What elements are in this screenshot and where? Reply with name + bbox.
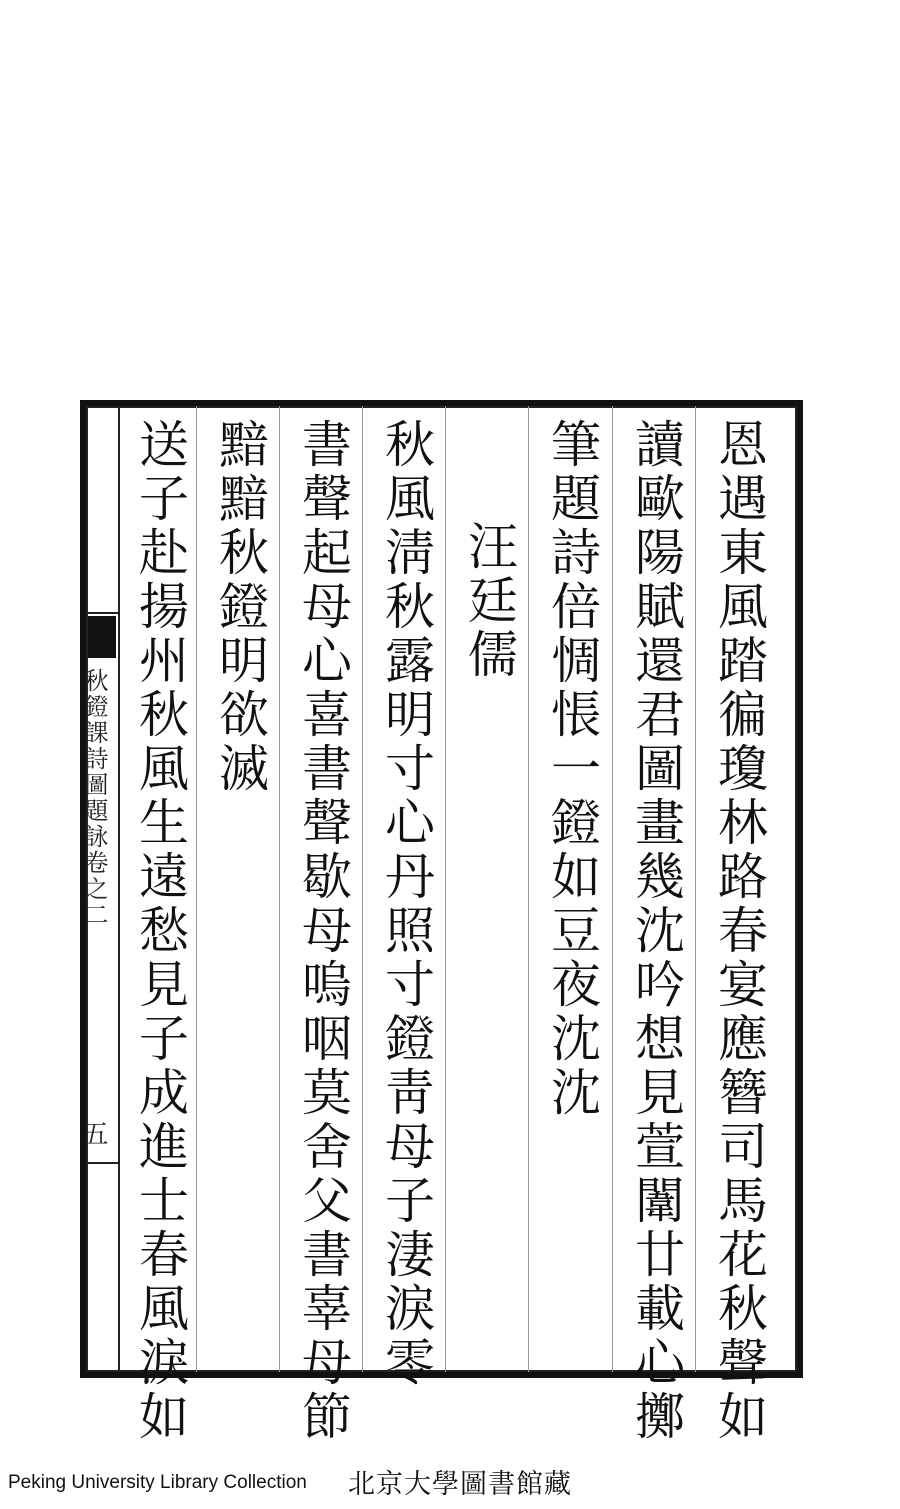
column-divider xyxy=(362,406,363,1372)
inner-border xyxy=(86,406,797,1372)
banxin-page-number: 五 xyxy=(78,1120,108,1146)
text-column-6: 書聲起母心喜書聲歇母嗚咽莫舍父書辜母節 xyxy=(294,418,352,1444)
banxin-line xyxy=(118,406,120,1372)
text-column-3: 筆題詩倍惆悵一鐙如豆夜沈沈 xyxy=(543,418,601,1120)
banxin-fishtail xyxy=(88,616,116,658)
footer-collection-english: Peking University Library Collection xyxy=(8,1472,307,1493)
column-divider xyxy=(528,406,529,1372)
text-column-8: 送子赴揚州秋風生遠愁見子成進士春風淚如 xyxy=(131,418,189,1444)
column-divider xyxy=(445,406,446,1372)
author-name: 汪廷儒 xyxy=(460,520,518,682)
column-divider xyxy=(279,406,280,1372)
banxin-title: 秋鐙課詩圖題詠卷之二 xyxy=(80,668,108,928)
footer-collection-chinese: 北京大學圖書館藏 xyxy=(348,1469,572,1500)
column-divider xyxy=(196,406,197,1372)
text-column-7: 黯黯秋鐙明欲滅 xyxy=(211,418,269,796)
column-divider xyxy=(695,406,696,1372)
banxin-rule xyxy=(86,612,120,614)
text-column-5: 秋風淸秋露明寸心丹照寸鐙靑母子淒淚零 xyxy=(377,418,435,1390)
column-divider xyxy=(612,406,613,1372)
banxin-rule xyxy=(86,1162,120,1164)
text-column-1: 恩遇東風踏徧瓊林路春宴應簪司馬花秋聲如 xyxy=(710,418,768,1444)
text-column-2: 讀歐陽賦還君圖畫幾沈吟想見萱闈廿載心擲 xyxy=(627,418,685,1444)
